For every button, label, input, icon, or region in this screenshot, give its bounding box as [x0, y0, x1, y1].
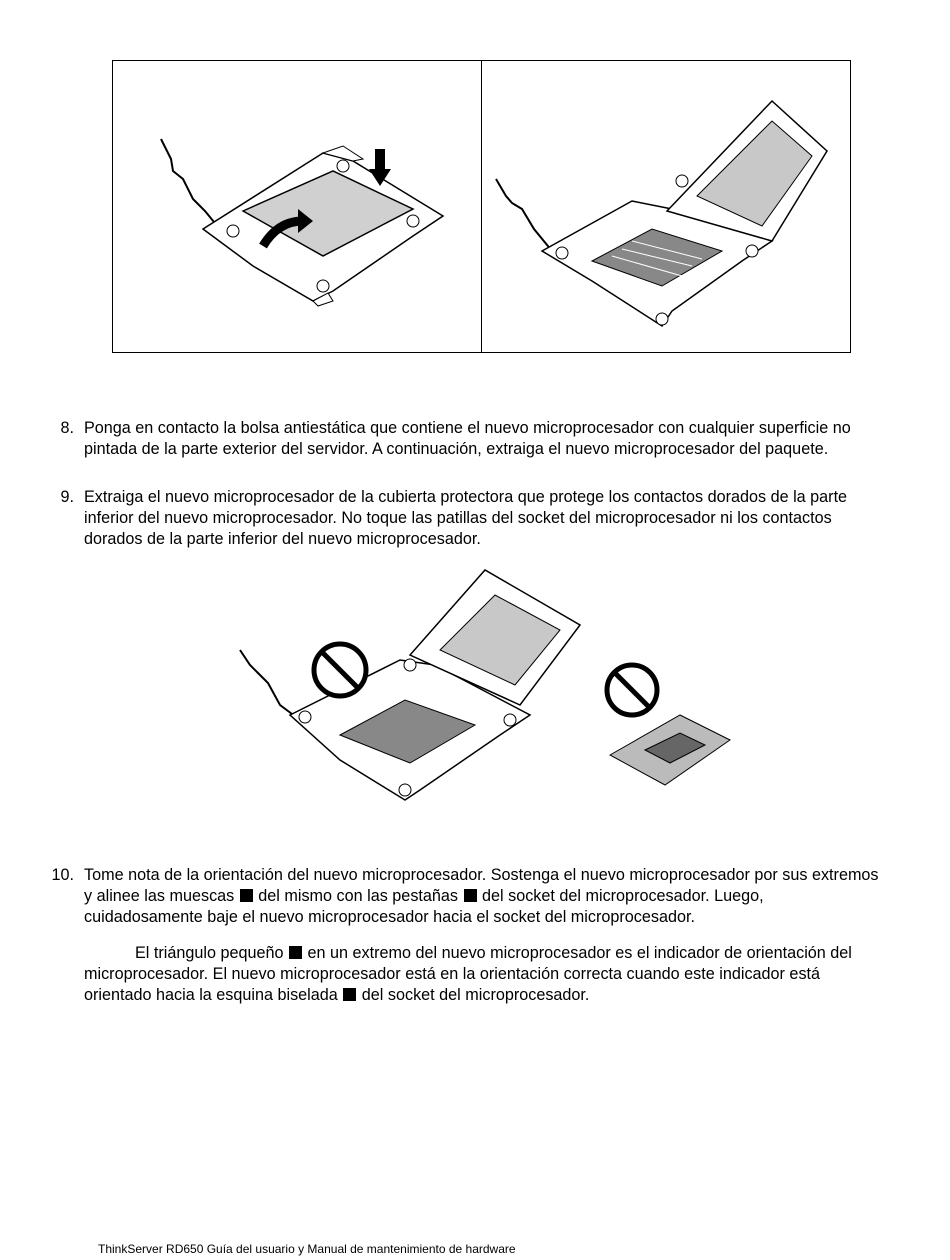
socket-cover-closing-illustration	[113, 61, 482, 352]
step-text: Extraiga el nuevo microprocesador de la cubierta protectora que protege los contactos dorados de la parte inferior del nuevo microprocesador. No toque las patillas del socket del microprocesador ni los contactos dorados de la parte inferior del nuevo microprocesador.	[84, 488, 848, 548]
step-number: 8.	[60, 419, 74, 437]
step-text: Tome nota de la orientación del nuevo microprocesador. Sostenga el nuevo microprocesador por sus extremos y alinee las muescas del mismo con las pestañas del socket del microprocesador. Luego, cuidadosamente baje el nuevo microprocesador hacia el socket del microprocesador.	[84, 866, 879, 926]
step-number: 10.	[51, 866, 74, 884]
page-footer: ThinkServer RD650 Guía del usuario y Manual de mantenimiento de hardware	[98, 1242, 516, 1256]
callout-marker-icon	[464, 889, 477, 902]
socket-cover-open-illustration	[482, 61, 851, 352]
step-number: 9.	[60, 488, 74, 506]
figure-close-cover	[113, 61, 481, 352]
callout-marker-icon	[289, 946, 302, 959]
do-not-touch-pins-illustration	[220, 565, 740, 815]
figure-table	[112, 60, 851, 353]
callout-marker-icon	[240, 889, 253, 902]
step-text: Ponga en contacto la bolsa antiestática que contiene el nuevo microprocesador con cualquier superficie no pintada de la parte exterior del servidor. A continuación, extraiga el nuevo microprocesador del paquete.	[84, 419, 851, 458]
orientation-note: El triángulo pequeño en un extremo del nuevo microprocesador es el indicador de orientación del microprocesador. El nuevo microprocesador está en la orientación correcta cuando este indicador está orientado hacia la esquina biselada del socket del microprocesador.	[84, 944, 852, 1004]
figure-open-cover	[481, 61, 850, 352]
callout-marker-icon	[343, 988, 356, 1001]
